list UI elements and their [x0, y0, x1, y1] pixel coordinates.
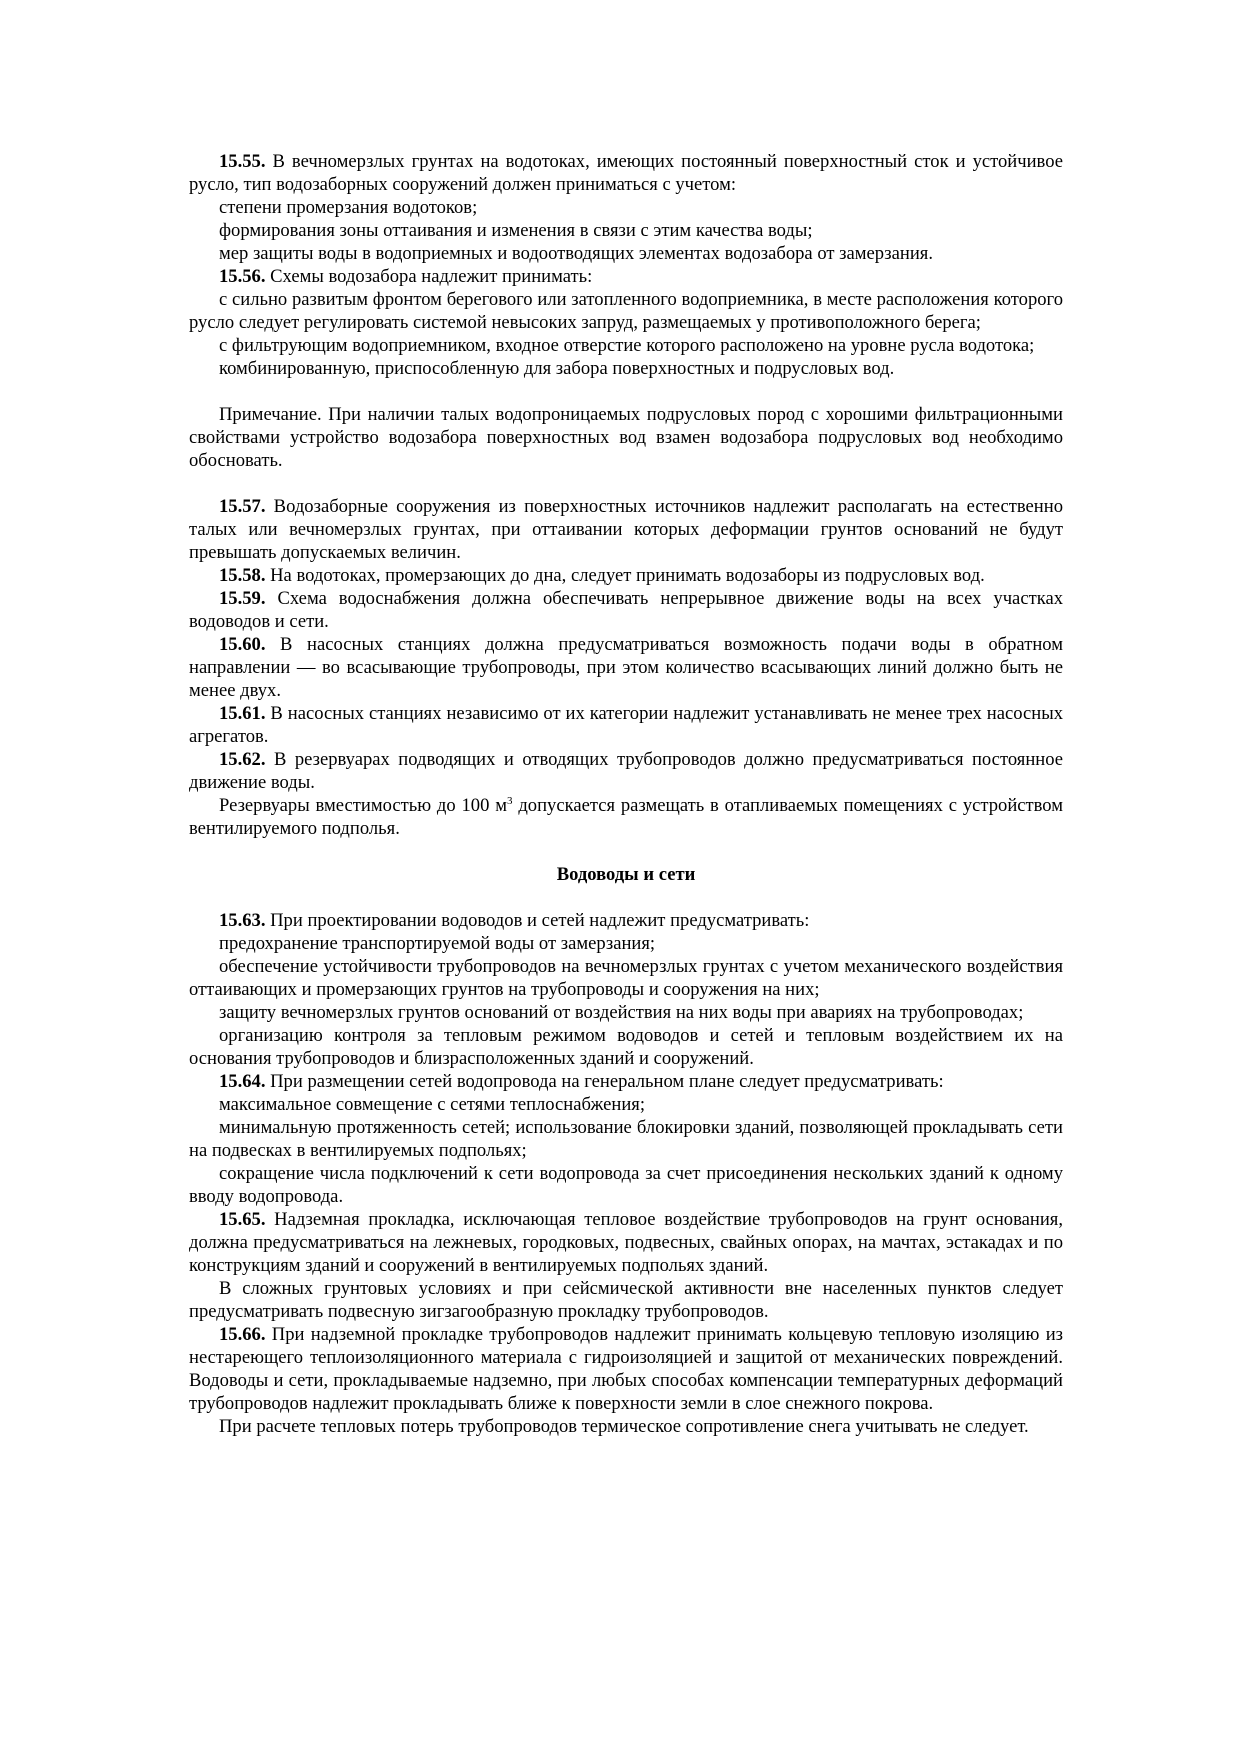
list-item: При расчете тепловых потерь трубопроводов термическое сопротивление снега учитывать не следует. [219, 1416, 1029, 1437]
list-item: мер защиты воды в водоприемных и водоотводящих элементах водозабора от замерзания. [219, 243, 933, 264]
clause-number: 15.65. [219, 1209, 266, 1230]
document-page [189, 150, 1063, 1438]
clause-number: 15.60. [219, 634, 266, 655]
clause-number: 15.59. [219, 588, 266, 609]
paragraph-text: Водозаборные сооружения из поверхностных источников надлежит располагать на естественно талых или вечномерзлых грунтах, при оттаивании которых деформации грунтов оснований не будут превышать допускаемых величин. [189, 496, 1063, 563]
paragraph-15-63 [189, 909, 1063, 932]
list-item: обеспечение устойчивости трубопроводов на вечномерзлых грунтах с учетом механического воздействия оттаивающих и промерзающих грунтов на трубопроводы и сооружения на них; [189, 956, 1063, 1000]
paragraph-15-60 [189, 633, 1063, 702]
clause-number: 15.64. [219, 1071, 266, 1092]
clause-number: 15.56. [219, 266, 266, 287]
list-item: предохранение транспортируемой воды от замерзания; [219, 933, 656, 954]
paragraph-text: Надземная прокладка, исключающая тепловое воздействие трубопроводов на грунт основания, должна предусматриваться на лежневых, городковых, подвесных, свайных опорах, на мачтах, эстакадах и по конструкциям зданий и сооружений в вентилируемых подпольях зданий. [189, 1209, 1063, 1276]
paragraph-text: В насосных станциях должна предусматриваться возможность подачи воды в обратном направлении — во всасывающие трубопроводы, при этом количество всасывающих линий должно быть не менее двух. [189, 634, 1063, 701]
paragraph-15-65 [189, 1208, 1063, 1277]
list-item: защиту вечномерзлых грунтов оснований от воздействия на них воды при авариях на трубопроводах; [219, 1002, 1024, 1023]
clause-number: 15.57. [219, 496, 266, 517]
list-item: комбинированную, приспособленную для забора поверхностных и подрусловых вод. [219, 358, 895, 379]
list-item: степени промерзания водотоков; [219, 197, 478, 218]
clause-number: 15.62. [219, 749, 266, 770]
clause-number: 15.55. [219, 151, 266, 172]
superscript: 3 [507, 794, 513, 807]
paragraph-text: При размещении сетей водопровода на генеральном плане следует предусматривать: [265, 1071, 944, 1092]
list-item: минимальную протяженность сетей; использование блокировки зданий, позволяющей прокладывать сети на подвесках в вентилируемых подпольях; [189, 1117, 1063, 1161]
paragraph-15-64 [189, 1070, 1063, 1093]
list-item: сокращение числа подключений к сети водопровода за счет присоединения нескольких зданий к одному вводу водопровода. [189, 1163, 1063, 1207]
clause-number: 15.58. [219, 565, 266, 586]
list-item: В сложных грунтовых условиях и при сейсмической активности вне населенных пунктов следует предусматривать подвесную зигзагообразную прокладку трубопроводов. [189, 1278, 1063, 1322]
list-item: формирования зоны оттаивания и изменения в связи с этим качества воды; [219, 220, 813, 241]
list-item: организацию контроля за тепловым режимом водоводов и сетей и тепловым воздействием их на основания трубопроводов и близрасположенных зданий и сооружений. [189, 1025, 1063, 1069]
paragraph-text: При проектировании водоводов и сетей надлежит предусматривать: [265, 910, 810, 931]
paragraph-text: Схемы водозабора надлежит принимать: [265, 266, 593, 287]
spacer [189, 886, 1063, 909]
paragraph-text: На водотоках, промерзающих до дна, следует принимать водозаборы из подрусловых вод. [265, 565, 985, 586]
paragraph-15-62 [189, 748, 1063, 794]
paragraph-15-57 [189, 495, 1063, 564]
list-item: с сильно развитым фронтом берегового или затопленного водоприемника, в месте расположения которого русло следует регулировать системой невысоких запруд, размещаемых у противоположного берега; [189, 289, 1063, 333]
clause-number: 15.61. [219, 703, 266, 724]
spacer [189, 472, 1063, 495]
spacer [189, 840, 1063, 863]
paragraph-text: В насосных станциях независимо от их категории надлежит устанавливать не менее трех насосных агрегатов. [189, 703, 1063, 747]
paragraph-text: При надземной прокладке трубопроводов надлежит принимать кольцевую тепловую изоляцию из нестареющего теплоизоляционного материала с гидроизоляцией и защитой от механических повреждений. Водоводы и сети, прокладываемые надземно, при любых способах компенсации температурных деформаций трубопроводов надлежит прокладывать ближе к поверхности земли в слое снежного покрова. [189, 1324, 1063, 1414]
clause-number: 15.63. [219, 910, 266, 931]
paragraph-text: В резервуарах подводящих и отводящих трубопроводов должно предусматриваться постоянное движение воды. [189, 749, 1063, 793]
paragraph-15-58 [189, 564, 1063, 587]
paragraph-15-56 [189, 265, 1063, 288]
paragraph-15-55 [189, 150, 1063, 196]
spacer [189, 380, 1063, 403]
paragraph-text: Схема водоснабжения должна обеспечивать непрерывное движение воды на всех участках водоводов и сети. [189, 588, 1063, 632]
section-heading: Водоводы и сети [556, 864, 696, 885]
paragraph-15-59 [189, 587, 1063, 633]
list-item: с фильтрующим водоприемником, входное отверстие которого расположено на уровне русла водотока; [219, 335, 1035, 356]
reservoir-paragraph [189, 794, 1063, 840]
paragraph-text: допускается размещать в отапливаемых помещениях с устройством вентилируемого подполья. [189, 795, 1064, 839]
clause-number: 15.66. [219, 1324, 266, 1345]
note-paragraph: Примечание. При наличии талых водопроницаемых подрусловых пород с хорошими фильтрационными свойствами устройство водозабора поверхностных вод взамен водозабора подрусловых вод необходимо обосновать. [189, 404, 1063, 471]
paragraph-15-61 [189, 702, 1063, 748]
paragraph-text: Резервуары вместимостью до 100 м [219, 795, 508, 816]
list-item: максимальное совмещение с сетями теплоснабжения; [219, 1094, 645, 1115]
paragraph-15-66 [189, 1323, 1063, 1415]
paragraph-text: В вечномерзлых грунтах на водотоках, имеющих постоянный поверхностный сток и устойчивое русло, тип водозаборных сооружений должен приниматься с учетом: [189, 151, 1063, 195]
